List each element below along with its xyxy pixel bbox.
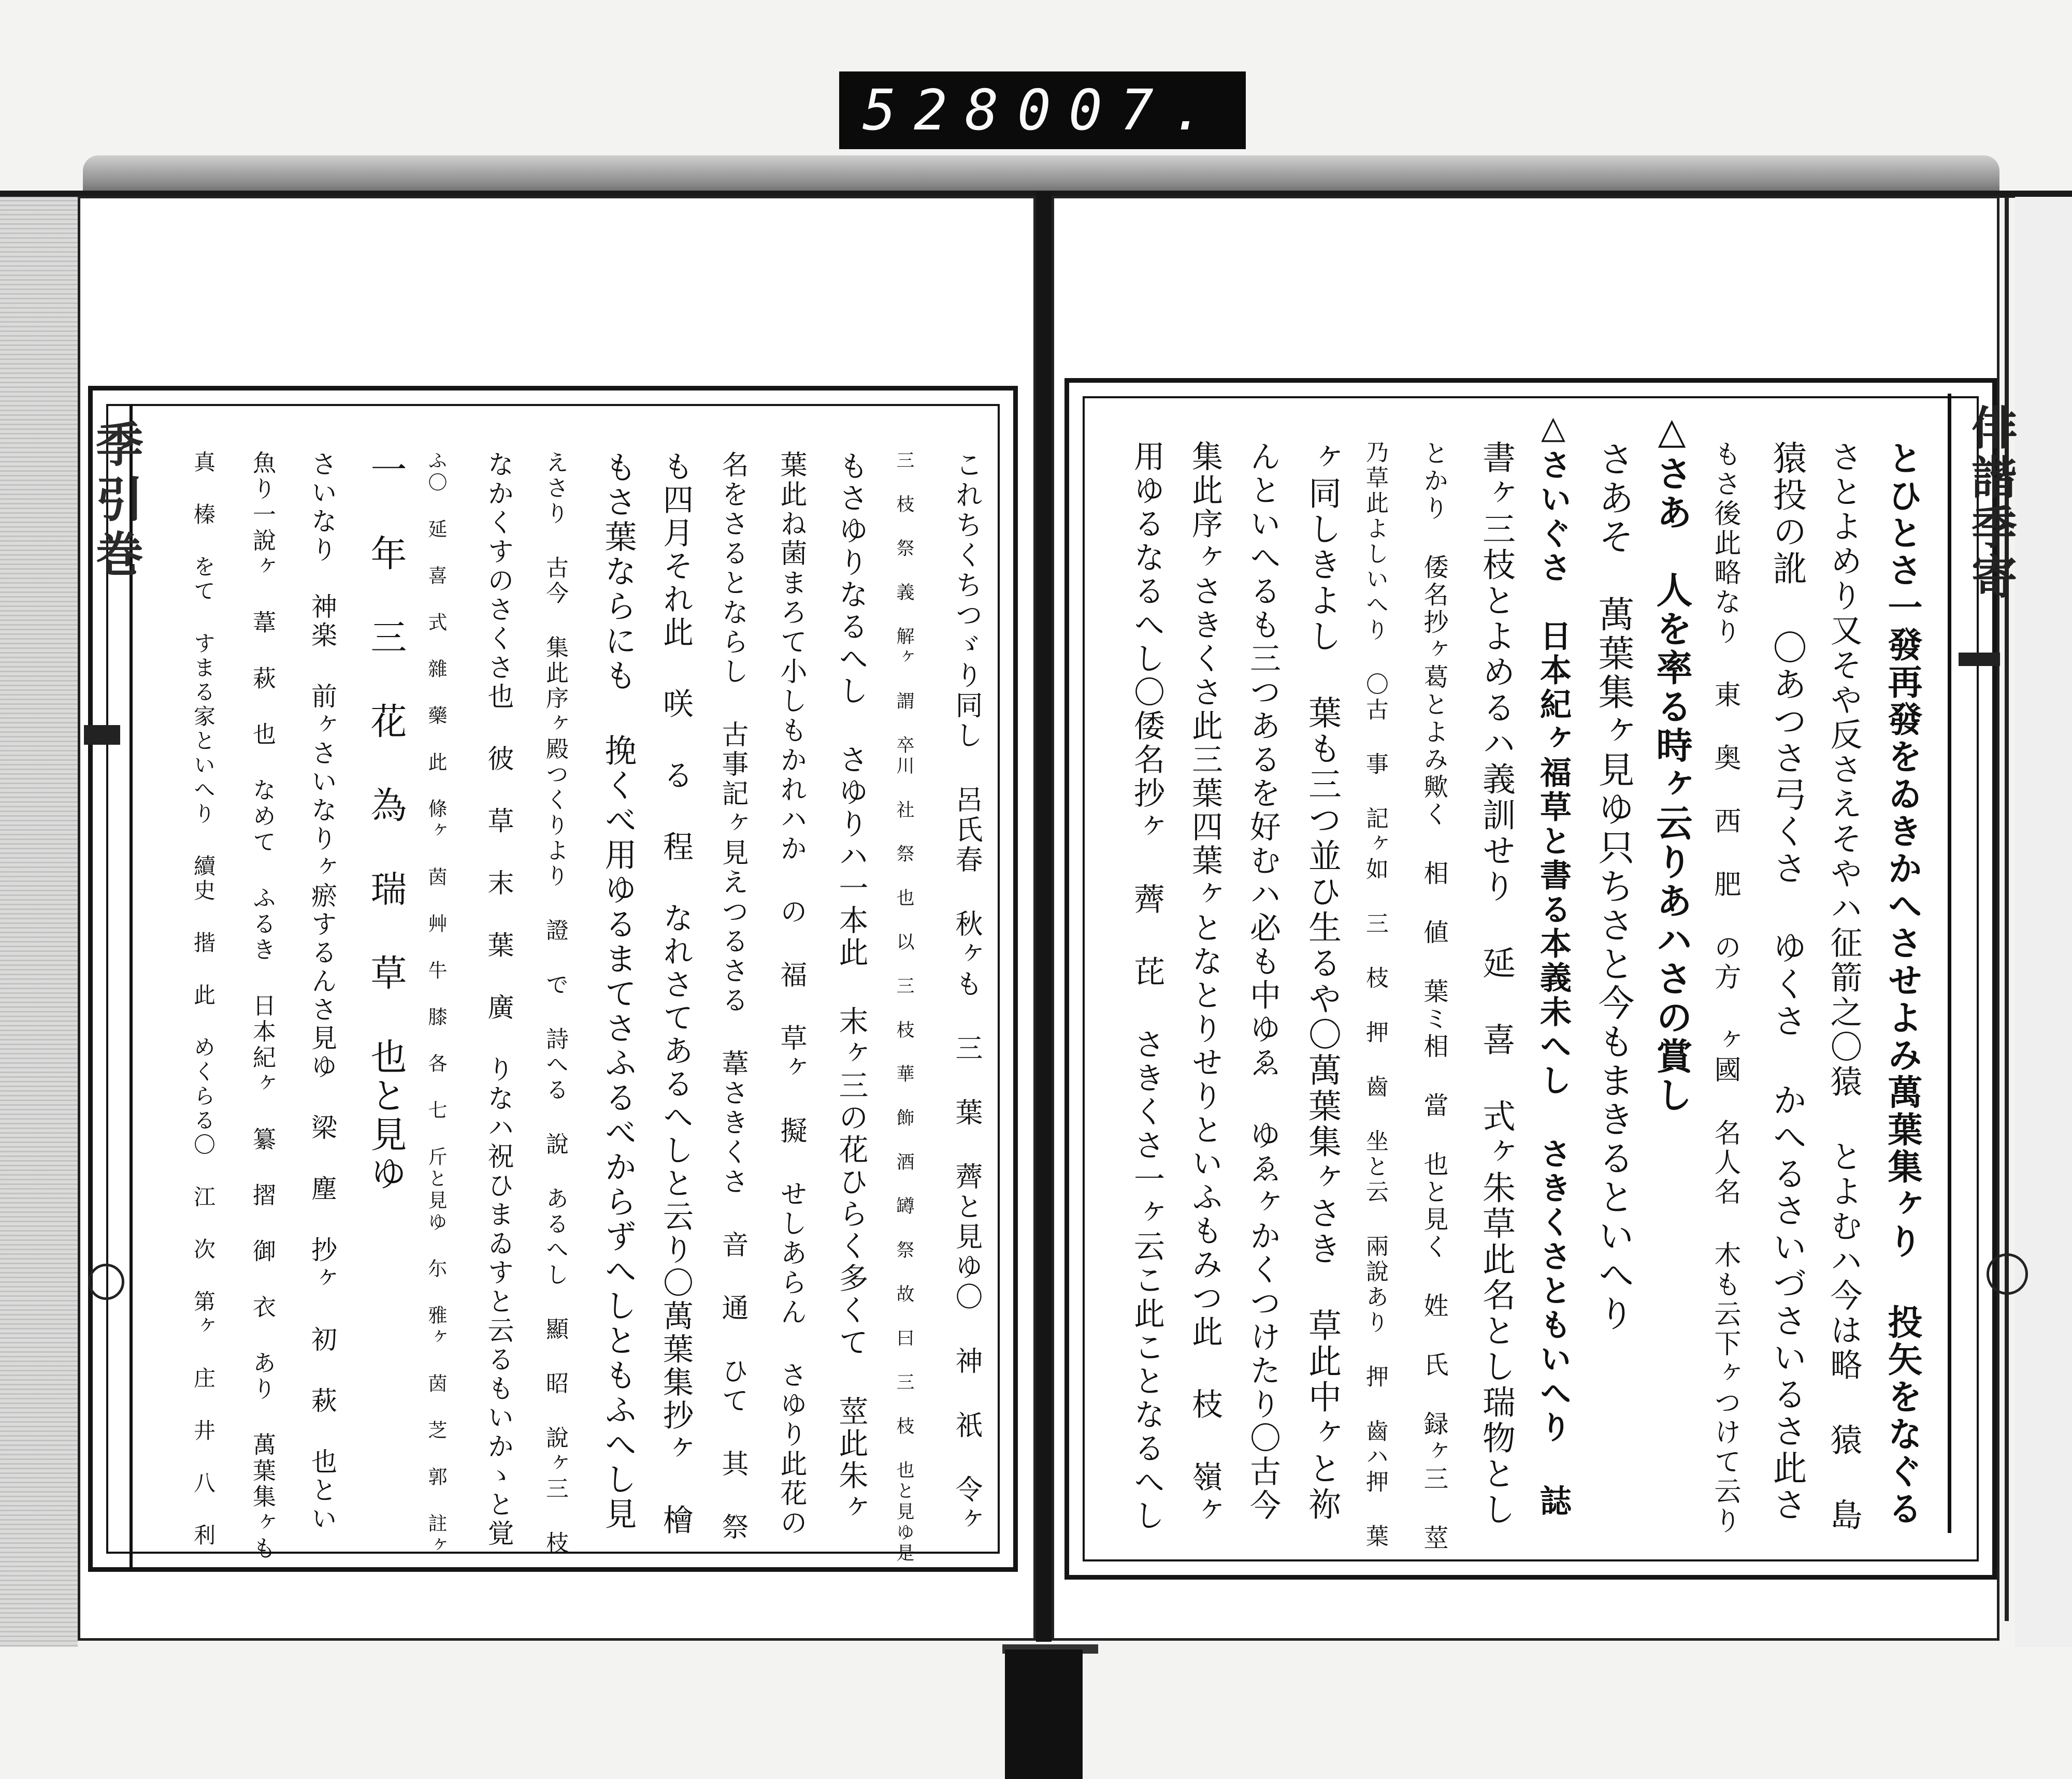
- right-col-8: 書ヶ三枝とよめるハ義訓せり 延 喜 式ヶ朱草此名とし瑞物とし: [1477, 440, 1515, 1528]
- right-col-3: 猿投の訛 〇あつさ弓くさ ゆくさ かへるさいづさいるさ此さ: [1767, 440, 1807, 1524]
- left-col-1: これちくちつゞり同し 呂氏春 秋ヶも 三 葉 薺と見ゆ〇 神 祇 令ヶ: [951, 451, 983, 1535]
- frame-number: 007.: [1017, 78, 1222, 143]
- left-spine-strip: [78, 404, 144, 1569]
- left-col-13: 魚り一說ヶ 葦 萩 也 なめて ふるき 日本紀ヶ 纂 摺 御 衣 あり 萬葉集ヶも: [249, 451, 276, 1562]
- right-page-title: 俳諧季寄: [1964, 404, 2018, 603]
- right-title-bar: [1959, 653, 2000, 666]
- left-col-3: もさゆりなるへし さゆりハ一本此 末ヶ三の花ひらく多くて 莖此朱ヶ: [834, 451, 868, 1524]
- right-col-14: 用ゆるなるへし〇倭名抄ヶ 薺 芘 さきくさ一ヶ云こ此ことなるへし: [1129, 440, 1165, 1533]
- left-col-14: 真 榛 をて すまる家といへり 續史 揩 此 めくらる〇 江 次 第ヶ 庄 井 八 利: [191, 451, 216, 1548]
- scan-counter-plate: [839, 71, 1246, 149]
- right-col-1: とひとさ一發再發をゐきかへさせよみ萬葉集ヶり 投矢をなぐる: [1882, 440, 1923, 1528]
- left-col-7: もさ葉ならにも 挽くべ用ゆるまてさふるべからずへしともふへし見: [599, 451, 637, 1532]
- right-col-7: △さいぐさ 日本紀ヶ福草と書る本義未へし さきくさともいへり 誌: [1535, 409, 1572, 1518]
- left-spine-bar: [84, 725, 120, 745]
- book-gutter: [1036, 192, 1052, 1642]
- right-title-strip: [1948, 394, 2018, 1533]
- bottom-tab: [1005, 1650, 1083, 1779]
- left-col-8: えさり 古今 集此序ヶ殿つくりより 證 で 詩へる 說 あるへし 顯 昭 說ヶ三 枝: [542, 451, 568, 1556]
- left-col-12: さいなり 神楽 前ヶさいなりヶ瘀するんさ見ゆ 梁 塵 抄ヶ 初 萩 也とい: [307, 451, 337, 1534]
- left-col-10: ふ〇 延 喜 式 雜 藥 此 條ヶ 茵 艸 牛 膝 各 七 斤と見ゆ 尓 雅ヶ 茵 芝 郭 註ヶ: [425, 451, 447, 1557]
- right-col-4: もさ後此略なり 東 奥 西 肥 の方 ヶ國 名人名 木も云下ヶつけて云り: [1709, 440, 1740, 1536]
- left-col-6: も四月それ此 咲 る 程 なれさてあるへしと云り〇萬葉集抄ヶ 檜: [658, 451, 694, 1537]
- reel-number: 528: [862, 78, 1017, 143]
- right-col-13: 集此序ヶさきくさ此三葉四葉ヶとなとりせりといふもみつ此 枝 嶺ヶ: [1187, 440, 1223, 1528]
- right-col-6: さあそ 萬葉集ヶ見ゆ只ちさと今もまきるといへり: [1592, 440, 1635, 1334]
- right-col-5: △さあ 人を率る時ヶ云りあハさの賞し: [1650, 409, 1693, 1115]
- left-col-5: 名をさるとならし 古事記ヶ見えつるさる 葦さきくさ 音 通 ひて 其 祭: [717, 451, 748, 1542]
- right-col-12: んといへるも三つあるを好むハ必も中ゆゑ ゆゑヶかくつけたり〇古今: [1245, 440, 1281, 1523]
- right-col-2: さとよめり又そや反さえそやハ征箭之〇猿 とよむハ今は略 猿 島: [1825, 440, 1863, 1533]
- right-col-10: 乃草此よしいへり 〇古 事 記ヶ如 三 枝 押 齒 坐と云 兩說あり 押 齒ハ押 葉: [1362, 440, 1388, 1550]
- right-circle-mark: [1987, 1253, 2028, 1295]
- left-circle-mark: [88, 1264, 124, 1300]
- left-col-11: 一 年 三 花 為 瑞 草 也と見ゆ: [365, 451, 407, 1193]
- left-col-4: 葉此ね菌まろて小しもかれハか の 福 草ヶ 擬 せしあらん さゆり此花の: [775, 451, 807, 1538]
- right-col-9: とかり 倭名抄ヶ葛とよみ歟く 相 値 葉ミ相 當 也と見く 姓 氏 録ヶ三 莖: [1419, 440, 1448, 1552]
- left-col-2: 三 枝 祭 義 解ヶ 謂 卒川 社 祭 也 以 三 枝 華 飾 酒 罇 祭 故 曰 三 枝 也と見ゆ是: [894, 451, 914, 1564]
- left-col-9: なかくすのさくさ也 彼 草 末 葉 廣 りなハ祝ひまゐすと云るもいかゝと覚: [483, 451, 513, 1549]
- left-spine-title: 季引巻: [88, 420, 144, 584]
- right-col-11: ヶ同しきよし 葉も三つ並ひ生るや〇萬葉集ヶさき 草此中ヶと祢: [1303, 440, 1341, 1523]
- left-page-edge: [0, 197, 78, 1647]
